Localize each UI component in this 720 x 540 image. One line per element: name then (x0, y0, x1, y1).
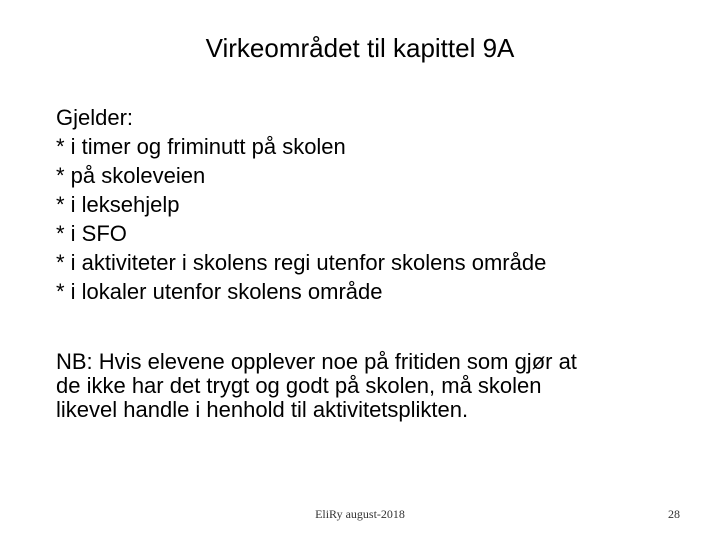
note-line: de ikke har det trygt og godt på skolen, må skolen (56, 373, 542, 398)
note-paragraph (56, 350, 686, 422)
note-line: NB: Hvis elevene opplever noe på fritiden som gjør at (56, 349, 577, 374)
footer-page-number: 28 (668, 507, 680, 521)
scope-item: * i SFO (56, 221, 127, 246)
scope-item: * på skoleveien (56, 163, 206, 188)
scope-item: * i leksehjelp (56, 192, 180, 217)
scope-item: * i lokaler utenfor skolens område (56, 279, 383, 304)
footer-author-date: EliRy august-2018 (315, 507, 405, 521)
slide-title: Virkeområdet til kapittel 9A (205, 33, 515, 63)
scope-intro: Gjelder: (56, 105, 134, 130)
note-line: likevel handle i henhold til aktivitetsplikten. (56, 397, 469, 422)
scope-list (56, 103, 676, 306)
scope-item: * i aktiviteter i skolens regi utenfor skolens område (56, 250, 547, 275)
scope-item: * i timer og friminutt på skolen (56, 134, 346, 159)
